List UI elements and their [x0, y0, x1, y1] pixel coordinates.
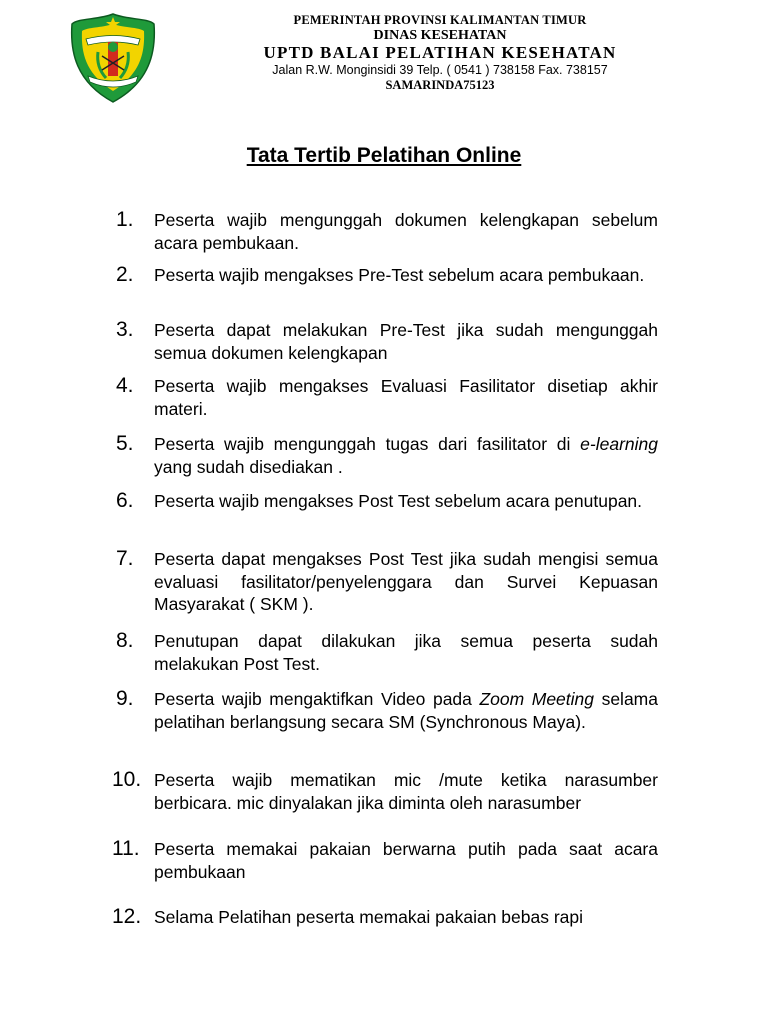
rule-text: Peserta wajib mematikan mic /mute ketika narasumber berbicara. mic dinyalakan jika diminta oleh narasumber: [154, 770, 658, 813]
rule-text-italic: e-learning: [580, 434, 658, 454]
rule-text: Peserta dapat mengakses Post Test jika sudah mengisi semua evaluasi fasilitator/penyelenggara dan Survei Kepuasan Masyarakat ( SKM ).: [154, 549, 658, 614]
letterhead: [0, 0, 768, 110]
rule-number: 6.: [116, 489, 134, 512]
rule-text-part: Peserta wajib mengunggah tugas dari fasilitator di: [154, 434, 581, 454]
rule-text: Selama Pelatihan peserta memakai pakaian bebas rapi: [154, 907, 584, 927]
rule-number: 12.: [112, 905, 142, 928]
rule-number: 5.: [116, 432, 134, 455]
rule-text: Peserta wajib mengakses Pre-Test sebelum acara pembukaan.: [154, 265, 645, 285]
rule-text: Peserta memakai pakaian berwarna putih pada saat acara pembukaan: [154, 839, 658, 882]
rule-number: 1.: [116, 208, 134, 231]
rule-number: 3.: [116, 318, 134, 341]
rule-text-italic: Zoom Meeting: [479, 689, 595, 709]
rule-number: 4.: [116, 374, 134, 397]
province-emblem-logo: [68, 12, 158, 104]
rule-number: 7.: [116, 547, 134, 570]
rule-number: 9.: [116, 687, 134, 710]
rule-text: Peserta wajib mengunggah dokumen kelengkapan sebelum acara pembukaan.: [154, 210, 658, 253]
rule-text: Penutupan dapat dilakukan jika semua peserta sudah melakukan Post Test.: [154, 631, 658, 674]
rule-text: Peserta wajib mengakses Evaluasi Fasilitator disetiap akhir materi.: [154, 376, 658, 419]
rule-number: 2.: [116, 263, 134, 286]
rule-number: 8.: [116, 629, 134, 652]
rule-text-part: selama pelatihan berlangsung secara SM (Synchronous Maya).: [154, 689, 658, 732]
rule-text: Peserta wajib mengakses Post Test sebelum acara penutupan.: [154, 491, 643, 511]
rule-number: 11.: [112, 837, 140, 860]
department-name: DINAS KESEHATAN: [373, 27, 507, 43]
letterhead-text: [190, 14, 690, 92]
institution-name: UPTD BALAI PELATIHAN KESEHATAN: [263, 43, 617, 63]
city-postal-code: SAMARINDA75123: [385, 77, 495, 92]
rule-text-part: Peserta wajib mengaktifkan Video pada: [154, 689, 480, 709]
rule-text: Peserta dapat melakukan Pre-Test jika sudah mengunggah semua dokumen kelengkapan: [154, 320, 658, 363]
rule-text: [154, 688, 658, 733]
rule-text-part: yang sudah disediakan .: [154, 456, 343, 477]
address-line: Jalan R.W. Monginsidi 39 Telp. ( 0541 ) 738158 Fax. 738157: [272, 62, 608, 77]
rule-number: 10.: [112, 768, 142, 791]
page-title: Tata Tertib Pelatihan Online: [246, 144, 522, 167]
rule-text: [154, 433, 658, 478]
government-name: PEMERINTAH PROVINSI KALIMANTAN TIMUR: [293, 13, 587, 27]
